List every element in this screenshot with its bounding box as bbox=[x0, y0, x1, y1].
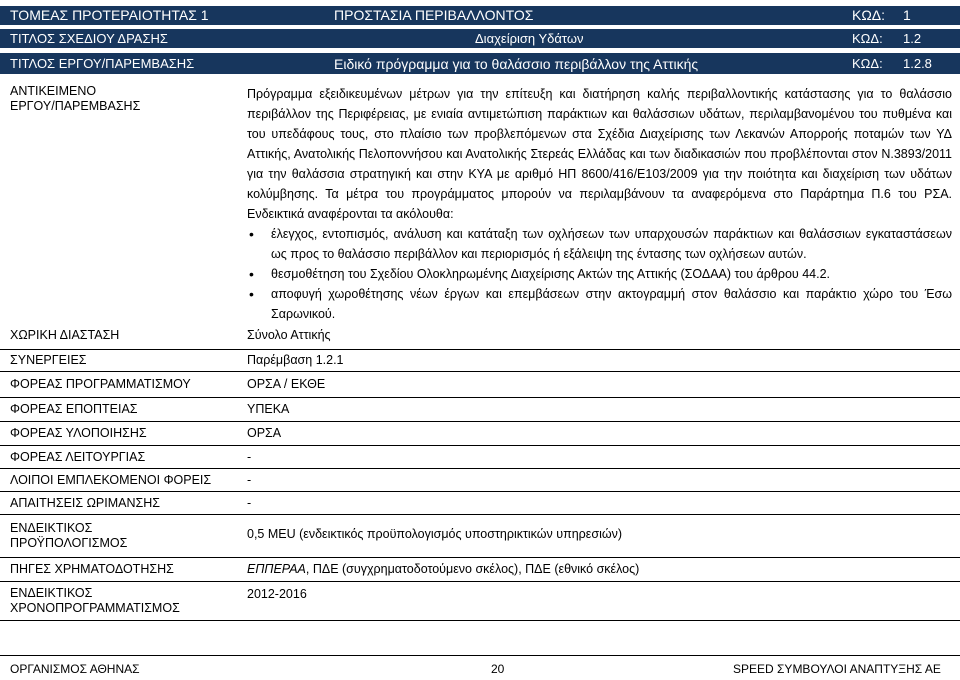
planning-body-label: ΦΟΡΕΑΣ ΠΡΟΓΡΑΜΜΑΤΙΣΜΟΥ bbox=[10, 377, 191, 391]
project-title: Ειδικό πρόγραμμα για το θαλάσσιο περιβάλλον της Αττικής bbox=[334, 56, 699, 72]
object-label: ΑΝΤΙΚΕΙΜΕΝΟ ΕΡΓΟΥ/ΠΑΡΕΜΒΑΣΗΣ bbox=[10, 84, 141, 113]
spatial-value: Σύνολο Αττικής bbox=[247, 328, 331, 342]
schedule-label: ΕΝΔΕΙΚΤΙΚΟΣ ΧΡΟΝΟΠΡΟΓΡΑΜΜΑΤΙΣΜΟΣ bbox=[10, 586, 180, 615]
synergies-label: ΣΥΝΕΡΓΕΙΕΣ bbox=[10, 353, 87, 367]
list-item: • αποφυγή χωροθέτησης νέων έργων και επεμβάσεων στην ακτογραμμή στον θαλάσσιο και παράκτιο χώρο του Έσω Σαρωνικού. bbox=[247, 284, 952, 324]
page-number: 20 bbox=[491, 662, 505, 676]
budget-value: 0,5 MEU (ενδεικτικός προϋπολογισμός υποστηρικτικών υπηρεσιών) bbox=[247, 527, 623, 541]
action-plan-code: 1.2 bbox=[903, 31, 922, 46]
planning-body-value: ΟΡΣΑ / ΕΚΘΕ bbox=[247, 377, 326, 391]
synergies-value: Παρέμβαση 1.2.1 bbox=[247, 353, 344, 367]
list-item: • θεσμοθέτηση του Σχεδίου Ολοκληρωμένης Διαχείρισης Ακτών της Αττικής (ΣΟΔΑΑ) του άρθρου 44.2. bbox=[247, 264, 952, 284]
implementation-body-value: ΟΡΣΑ bbox=[247, 426, 282, 440]
divider bbox=[0, 620, 960, 621]
header-row-3 bbox=[0, 53, 960, 74]
action-plan-code-label: ΚΩΔ: bbox=[852, 31, 883, 46]
priority-code-label: ΚΩΔ: bbox=[852, 7, 886, 23]
supervision-body-label: ΦΟΡΕΑΣ ΕΠΟΠΤΕΙΑΣ bbox=[10, 402, 138, 416]
schedule-value: 2012-2016 bbox=[247, 587, 307, 601]
object-paragraph: Πρόγραμμα εξειδικευμένων μέτρων για την επίτευξη και διατήρηση καλής περιβαλλοντικής κατάστασης για το θαλάσσιο περιβάλλον της Περιφέρειας, με ενιαία αντιμετώπιση παράκτιων και θαλάσσιων υδάτων, περιλαμβανομένου του πυθμένα και του υπεδάφους τους, στο πλαίσιο των προβλεπόμενων στα Σχέδια Διαχείρισης των Λεκανών Απορροής ποταμών των ΥΔ Αττικής, Ανατολικής Πελοποννήσου και Ανατολικής Στερεάς Ελλάδας και των διαδικασιών που προβλέπονται στον Ν.3893/2011 για την θαλάσσια στρατηγική και στην ΚΥΑ με αριθμό ΗΠ 8600/416/Ε103/2009 για την ποιότητα και διαχείριση των υδάτων κολύμβησης. Τα μέτρα του προγράμματος μπορούν να περιλαμβάνουν τα αναφερόμενα στο Παράρτημα Π.6 του ΡΣΑ. Ενδεικτικά αναφέρονται τα ακόλουθα: bbox=[247, 87, 952, 221]
priority-title: ΠΡΟΣΤΑΣΙΑ ΠΕΡΙΒΑΛΛΟΝΤΟΣ bbox=[334, 7, 534, 23]
object-bullet-list bbox=[247, 224, 952, 324]
implementation-body-label: ΦΟΡΕΑΣ ΥΛΟΠΟΙΗΣΗΣ bbox=[10, 426, 147, 440]
divider bbox=[0, 445, 960, 446]
action-plan-title: Διαχείριση Υδάτων bbox=[475, 31, 584, 46]
list-item: • έλεγχος, εντοπισμός, ανάλυση και κατάταξη των οχλήσεων των υπαρχουσών παράκτιων και θαλάσσιων εγκαταστάσεων ως προς το θαλάσσιο περιβάλλον και περιορισμός ή εξάλειψη της έντασης των οχλήσεων αυτών. bbox=[247, 224, 952, 264]
action-plan-label: ΤΙΤΛΟΣ ΣΧΕΔΙΟΥ ΔΡΑΣΗΣ bbox=[10, 31, 168, 46]
divider bbox=[0, 581, 960, 582]
divider bbox=[0, 397, 960, 398]
divider bbox=[0, 371, 960, 372]
funding-value: ΕΠΠΕΡΑΑ, ΠΔΕ (συγχρηματοδοτούμενο σκέλος), ΠΔΕ (εθνικό σκέλος) bbox=[247, 562, 640, 576]
priority-label: ΤΟΜΕΑΣ ΠΡΟΤΕΡΑΙΟΤΗΤΑΣ 1 bbox=[10, 7, 209, 23]
other-bodies-value: - bbox=[247, 473, 252, 487]
priority-code: 1 bbox=[903, 7, 911, 23]
divider bbox=[0, 557, 960, 558]
header-row-2 bbox=[0, 29, 960, 48]
supervision-body-value: ΥΠΕΚΑ bbox=[247, 402, 290, 416]
budget-label: ΕΝΔΕΙΚΤΙΚΟΣ ΠΡΟΫΠΟΛΟΓΙΣΜΟΣ bbox=[10, 521, 128, 550]
divider bbox=[0, 421, 960, 422]
object-description bbox=[247, 84, 952, 324]
operation-body-label: ΦΟΡΕΑΣ ΛΕΙΤΟΥΡΓΙΑΣ bbox=[10, 450, 146, 464]
project-label: ΤΙΤΛΟΣ ΕΡΓΟΥ/ΠΑΡΕΜΒΑΣΗΣ bbox=[10, 56, 195, 71]
footer-organization: ΟΡΓΑΝΙΣΜΟΣ ΑΘΗΝΑΣ bbox=[10, 662, 140, 676]
maturity-value: - bbox=[247, 496, 252, 510]
other-bodies-label: ΛΟΙΠΟΙ ΕΜΠΛΕΚΟΜΕΝΟΙ ΦΟΡΕΙΣ bbox=[10, 473, 212, 487]
funding-label: ΠΗΓΕΣ ΧΡΗΜΑΤΟΔΟΤΗΣΗΣ bbox=[10, 562, 174, 576]
divider bbox=[0, 468, 960, 469]
footer-consultant: SPEED ΣΥΜΒΟΥΛΟΙ ΑΝΑΠΤΥΞΗΣ ΑΕ bbox=[733, 662, 941, 676]
footer-divider bbox=[0, 655, 960, 656]
header-row-1 bbox=[0, 6, 960, 25]
spatial-label: ΧΩΡΙΚΗ ΔΙΑΣΤΑΣΗ bbox=[10, 328, 120, 342]
operation-body-value: - bbox=[247, 450, 252, 464]
project-code-label: ΚΩΔ: bbox=[852, 56, 883, 71]
divider bbox=[0, 349, 960, 350]
divider bbox=[0, 514, 960, 515]
maturity-label: ΑΠΑΙΤΗΣΕΙΣ ΩΡΙΜΑΝΣΗΣ bbox=[10, 496, 160, 510]
project-code: 1.2.8 bbox=[903, 56, 932, 71]
divider bbox=[0, 491, 960, 492]
